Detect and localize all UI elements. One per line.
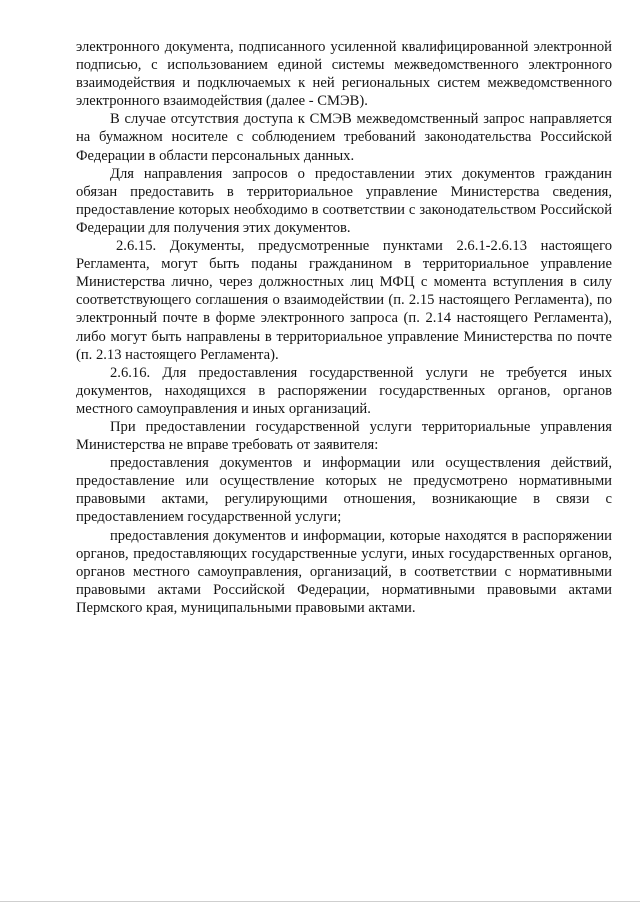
page-bottom-edge bbox=[0, 901, 640, 902]
paragraph-no-smev-access: В случае отсутствия доступа к СМЭВ межведомственный запрос направляется на бумажном носителе с соблюдением требований законодательства Российской Федерации в области персональных данных. bbox=[76, 111, 612, 164]
paragraph-2-6-16: 2.6.16. Для предоставления государственной услуги не требуется иных документов, находящихся в распоряжении государственных органов, органов местного самоуправления и иных организаций. bbox=[76, 364, 612, 417]
paragraph-citizen-obligation: Для направления запросов о предоставлении этих документов гражданин обязан предоставить в территориальное управление Министерства сведения, предоставление которых необходимо в соответствии с законодательством Российской Федерации для получения этих документов. bbox=[76, 165, 612, 236]
list-item-documents-actions: предоставления документов и информации или осуществления действий, предоставление или осуществление которых не предусмотрено нормативными правовыми актами, регулирующими отношения, возникающие в связи с предоставлением государственной услуги; bbox=[76, 455, 612, 526]
list-item-documents-in-possession: предоставления документов и информации, которые находятся в распоряжении органов, предоставляющих государственные услуги, иных государственных органов, органов местного самоуправления, организаций, в соответствии с нормативными правовыми актами Российской Федерации, нормативными правовыми актами Пермского края, муниципальными правовыми актами. bbox=[76, 527, 612, 616]
document-body bbox=[76, 38, 612, 617]
paragraph-smev-continuation: электронного документа, подписанного усиленной квалифицированной электронной подписью, с использованием единой системы межведомственного электронного взаимодействия и подключаемых к ней региональных систем межведомственного электронного взаимодействия (далее - СМЭВ). bbox=[76, 39, 612, 110]
paragraph-not-entitled-to-require: При предоставлении государственной услуги территориальные управления Министерства не вправе требовать от заявителя: bbox=[76, 418, 612, 454]
paragraph-2-6-15: 2.6.15. Документы, предусмотренные пунктами 2.6.1-2.6.13 настоящего Регламента, могут быть поданы гражданином в территориальное управление Министерства лично, через должностных лиц МФЦ с момента вступления в силу соответствующего соглашения о взаимодействии (п. 2.15 настоящего Регламента), по электронный почте в форме электронного запроса (п. 2.14 настоящего Регламента), либо могут быть направлены в территориальное управление Министерства по почте (п. 2.13 настоящего Регламента). bbox=[76, 238, 612, 363]
